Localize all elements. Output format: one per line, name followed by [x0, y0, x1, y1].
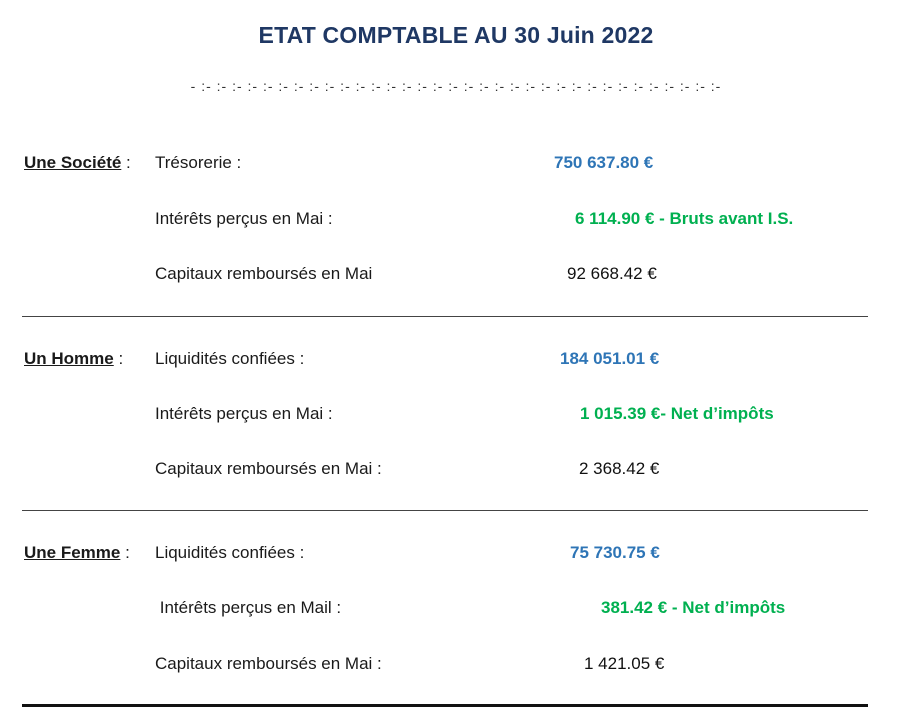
capitaux-amount: 1 421.05 € — [584, 654, 665, 673]
entity-colon: : — [121, 153, 131, 172]
decorative-separator: - :- :- :- :- :- :- :- :- :- :- :- :- :- :- :- :- :- :- :- :- :- :- :- :- :- :- :- :- :- :- :- :- :- :- — [190, 78, 722, 94]
entity-heading-femme — [24, 543, 130, 563]
liquidites-label: Liquidités confiées : — [155, 543, 305, 562]
tresorerie-amount: 750 637.80 € — [554, 153, 654, 172]
entity-heading-societe — [24, 153, 131, 173]
entity-name: Une Femme — [24, 543, 121, 562]
interets-label: Intérêts perçus en Mai : — [155, 404, 333, 423]
liquidites-label: Liquidités confiées : — [155, 349, 305, 368]
section-divider — [22, 510, 868, 511]
entity-colon: : — [113, 349, 124, 368]
interets-amount: 6 114.90 € - Bruts avant I.S. — [575, 209, 794, 228]
capitaux-label: Capitaux remboursés en Mai : — [155, 459, 382, 478]
interets-label: Intérêts perçus en Mail : — [155, 598, 342, 617]
capitaux-label: Capitaux remboursés en Mai : — [155, 654, 382, 673]
tresorerie-label: Trésorerie : — [155, 153, 242, 172]
bottom-rule — [22, 704, 868, 707]
interets-amount: 381.42 € - Net d’impôts — [601, 598, 786, 617]
interets-amount: 1 015.39 €- Net d’impôts — [580, 404, 774, 423]
capitaux-amount: 92 668.42 € — [567, 264, 657, 283]
liquidites-amount: 184 051.01 € — [560, 349, 660, 368]
interets-label: Intérêts perçus en Mai : — [155, 209, 333, 228]
capitaux-amount: 2 368.42 € — [579, 459, 660, 478]
entity-colon: : — [120, 543, 130, 562]
page-title: ETAT COMPTABLE AU 30 Juin 2022 — [258, 22, 654, 48]
entity-heading-homme — [24, 349, 123, 369]
capitaux-label: Capitaux remboursés en Mai — [155, 264, 373, 283]
entity-name: Une Société — [24, 153, 122, 172]
section-divider — [22, 316, 868, 317]
liquidites-amount: 75 730.75 € — [570, 543, 660, 562]
entity-name: Un Homme — [24, 349, 114, 368]
